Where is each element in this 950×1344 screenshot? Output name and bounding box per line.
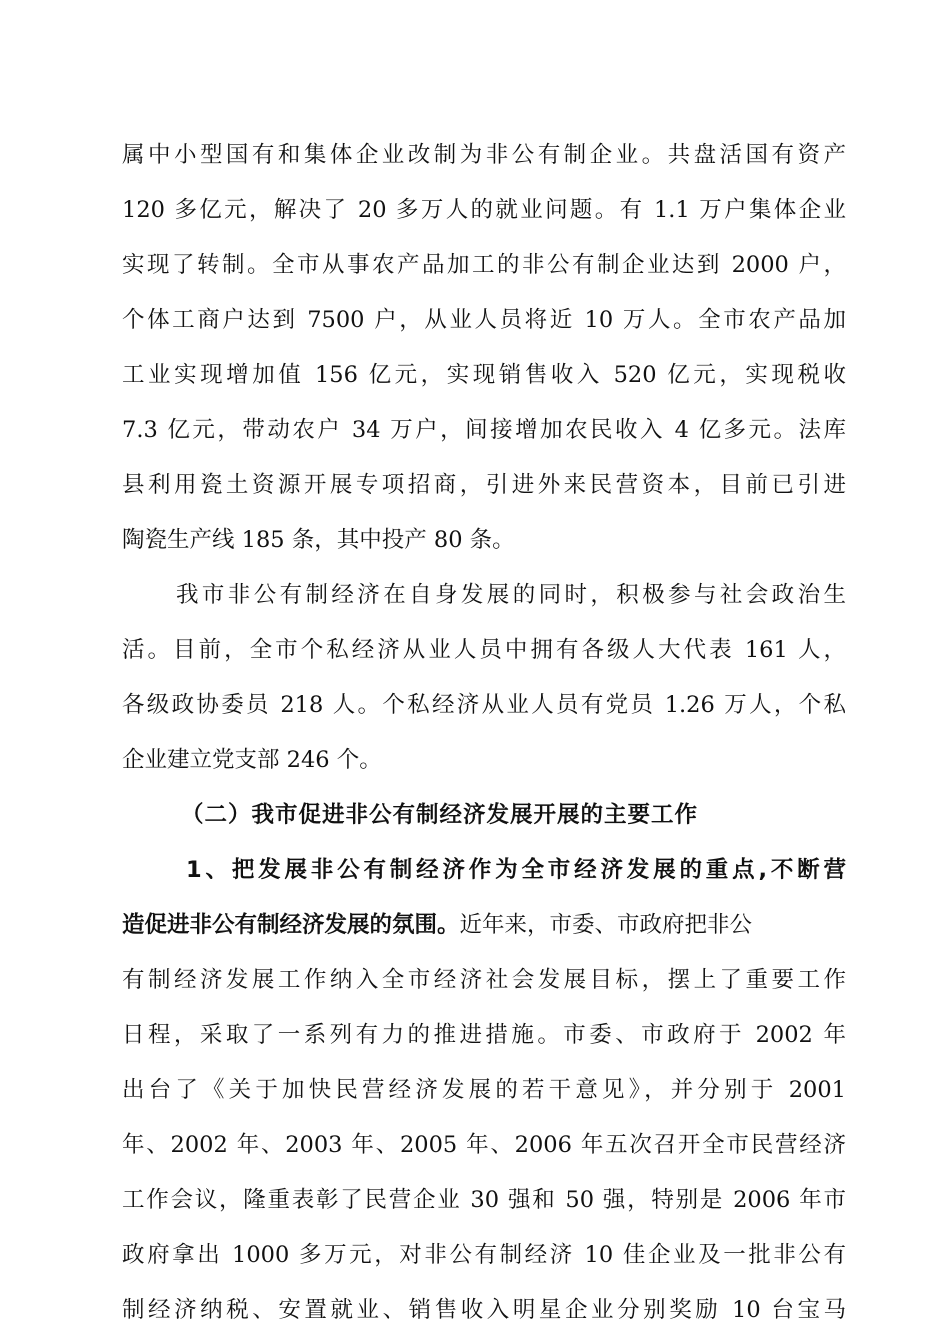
paragraph-line: 7.3 亿元，带动农户 34 万户，间接增加农民收入 4 亿多元。法库 xyxy=(122,417,846,443)
paragraph-line: 日程，采取了一系列有力的推进措施。市委、市政府于 2002 年 xyxy=(122,1022,846,1048)
paragraph-line: 制经济纳税、安置就业、销售收入明星企业分别奖励 10 台宝马 xyxy=(122,1297,846,1323)
paragraph-text: 近年来，市委、市政府把非公 xyxy=(459,912,753,938)
paragraph-line: 县利用瓷土资源开展专项招商，引进外来民营资本，目前已引进 xyxy=(122,472,846,498)
paragraph-line: 工作会议，隆重表彰了民营企业 30 强和 50 强，特别是 2006 年市 xyxy=(122,1187,846,1213)
paragraph-line: 属中小型国有和集体企业改制为非公有制企业。共盘活国有资产 xyxy=(122,142,846,168)
item-heading: 1、把发展非公有制经济作为全市经济发展的重点,不断营 xyxy=(186,857,846,883)
paragraph-line: 有制经济发展工作纳入全市经济社会发展目标，摆上了重要工作 xyxy=(122,967,846,993)
paragraph-line: 我市非公有制经济在自身发展的同时，积极参与社会政治生 xyxy=(176,582,846,608)
paragraph-line: 活。目前，全市个私经济从业人员中拥有各级人大代表 161 人， xyxy=(122,637,846,663)
paragraph-line xyxy=(122,905,846,945)
paragraph-line: 企业建立党支部 246 个。 xyxy=(122,747,382,773)
paragraph-line: 政府拿出 1000 多万元，对非公有制经济 10 佳企业及一批非公有 xyxy=(122,1242,846,1268)
item-heading-continuation: 造促进非公有制经济发展的氛围。 xyxy=(122,912,460,938)
section-heading: （二）我市促进非公有制经济发展开展的主要工作 xyxy=(181,802,699,828)
paragraph-line: 各级政协委员 218 人。个私经济从业人员有党员 1.26 万人，个私 xyxy=(122,692,846,718)
paragraph-line: 实现了转制。全市从事农产品加工的非公有制企业达到 2000 户， xyxy=(122,252,846,278)
paragraph-line: 工业实现增加值 156 亿元，实现销售收入 520 亿元，实现税收 xyxy=(122,362,846,388)
paragraph-line: 陶瓷生产线 185 条，其中投产 80 条。 xyxy=(122,527,515,553)
paragraph-line: 出台了《关于加快民营经济发展的若干意见》，并分别于 2001 xyxy=(122,1077,846,1103)
paragraph-line: 年、2002 年、2003 年、2005 年、2006 年五次召开全市民营经济 xyxy=(122,1132,846,1158)
paragraph-line: 个体工商户达到 7500 户，从业人员将近 10 万人。全市农产品加 xyxy=(122,307,846,333)
paragraph-line: 120 多亿元，解决了 20 多万人的就业问题。有 1.1 万户集体企业 xyxy=(122,197,846,223)
